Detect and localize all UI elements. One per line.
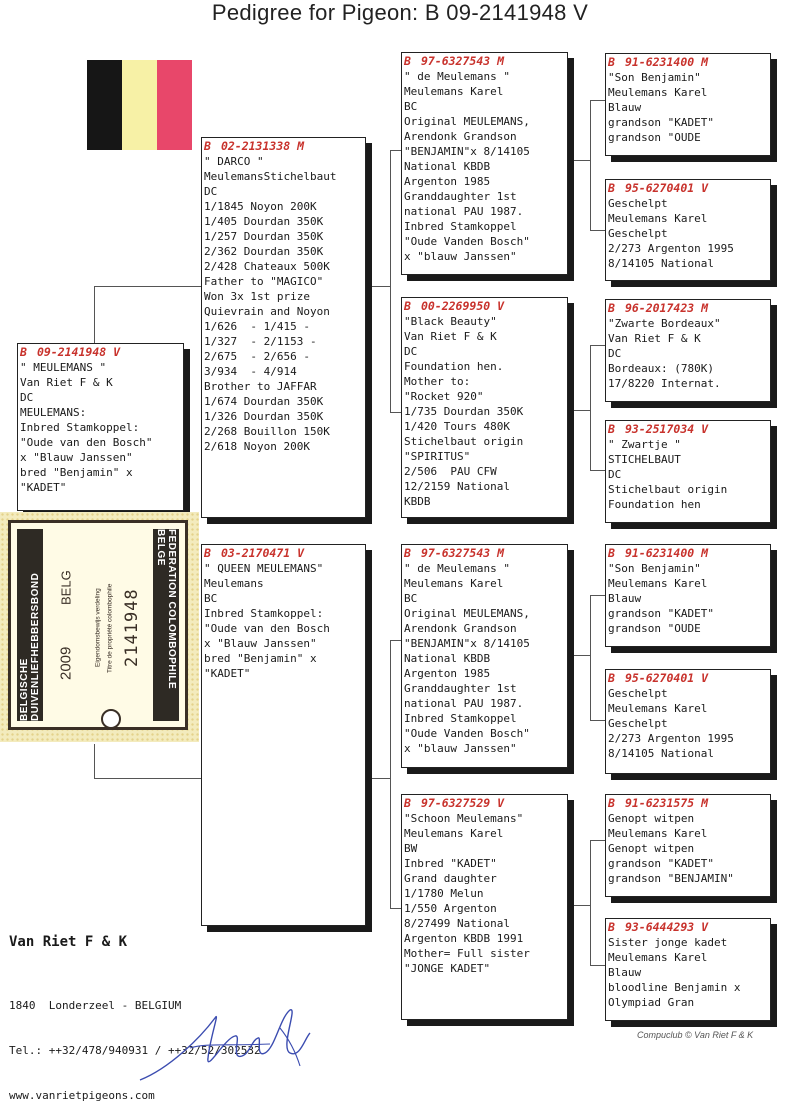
ring-number-header (204, 139, 363, 154)
pedigree-line: Argenton KBDB 1991 (404, 932, 524, 945)
pedigree-line: "BENJAMIN"x 8/14105 (404, 637, 530, 650)
pedigree-line: Meulemans Karel (404, 577, 504, 590)
pedigree-line: Stichelbaut origin (608, 483, 728, 496)
country-prefix: B (204, 139, 211, 153)
pedigree-line: Original MEULEMANS, (404, 115, 530, 128)
country-prefix: B (20, 345, 27, 359)
pedigree-line: Geschelpt (608, 197, 668, 210)
pedigree-line: grandson "OUDE (608, 622, 701, 635)
pedigree-line: BC (404, 592, 418, 605)
pedigree-line: 1/1780 Melun (404, 887, 484, 900)
page-title: Pedigree for Pigeon: B 09-2141948 V (211, 0, 589, 25)
dam-dam-card (401, 794, 568, 1020)
dsd-card (605, 669, 771, 774)
pedigree-line: "Schoon Meulemans" (404, 812, 524, 825)
pedigree-line: " DARCO " (204, 155, 264, 168)
address-line: 1840 Londerzeel - BELGIUM (9, 999, 182, 1012)
pedigree-line: 1/735 Dourdan 350K (404, 405, 524, 418)
pedigree-line: 8/14105 National (608, 257, 714, 270)
pedigree-line: Brother to JAFFAR (204, 380, 317, 393)
pedigree-line: "Rocket 920" (404, 390, 484, 403)
pedigree-line: "KADET" (204, 667, 251, 680)
pedigree-line: Arendonk Grandson (404, 130, 517, 143)
pedigree-line: " Zwartje " (608, 438, 681, 451)
pedigree-line: Foundation hen. (404, 360, 504, 373)
dss-card (605, 544, 771, 647)
country-prefix: B (608, 181, 615, 195)
pedigree-line: BC (404, 100, 418, 113)
connector-line (590, 595, 606, 596)
certificate-country: BELG (58, 570, 74, 606)
country-prefix: B (404, 299, 411, 313)
ring-number: 97-6327529 V (420, 796, 505, 810)
certificate-small-text-2: Titre de propriété colombophile (106, 583, 114, 673)
ring-number-header (608, 422, 768, 437)
pedigree-line: Inbred Stamkoppel (404, 220, 517, 233)
country-prefix: B (204, 546, 211, 560)
pedigree-line: x "Blauw Janssen" (20, 451, 133, 464)
pedigree-line: bred "Benjamin" x (20, 466, 133, 479)
breeder-name: Van Riet F & K (9, 934, 128, 950)
ring-number: 91-6231575 M (624, 796, 709, 810)
pedigree-line: 2/273 Argenton 1995 (608, 732, 734, 745)
pedigree-line: National KBDB (404, 160, 491, 173)
pedigree-line: Van Riet F & K (20, 376, 113, 389)
pedigree-line: Geschelpt (608, 687, 668, 700)
connector-line (590, 595, 591, 720)
connector-line (590, 345, 591, 470)
pedigree-line: DC (608, 347, 622, 360)
pedigree-line: 2/362 Dourdan 350K (204, 245, 324, 258)
connector-line (94, 286, 202, 287)
country-prefix: B (608, 301, 615, 315)
pedigree-line: national PAU 1987. (404, 205, 524, 218)
connector-line (94, 778, 202, 779)
pedigree-line: 2/273 Argenton 1995 (608, 242, 734, 255)
pedigree-line: Genopt witpen (608, 812, 695, 825)
country-prefix: B (608, 920, 615, 934)
pedigree-line: Bordeaux: (780K) (608, 362, 714, 375)
sds-card (605, 299, 771, 402)
ring-number: 93-6444293 V (624, 920, 709, 934)
country-prefix: B (608, 422, 615, 436)
pedigree-line: 1/1845 Noyon 200K (204, 200, 317, 213)
pedigree-line: 1/550 Argenton (404, 902, 497, 915)
ring-number: 93-2517034 V (624, 422, 709, 436)
pedigree-line: "Oude van den Bosch" (20, 436, 153, 449)
country-prefix: B (608, 671, 615, 685)
pedigree-line: bred "Benjamin" x (204, 652, 317, 665)
pedigree-line: Stichelbaut origin (404, 435, 524, 448)
pedigree-line: Sister jonge kadet (608, 936, 728, 949)
ring-number-header (608, 546, 768, 561)
pedigree-line: DC (20, 391, 34, 404)
pedigree-line: Genopt witpen (608, 842, 695, 855)
pedigree-line: "Oude Vanden Bosch" (404, 235, 530, 248)
ring-number-header (404, 546, 565, 561)
ring-number: 03-2170471 V (220, 546, 305, 560)
dam-sire-card (401, 544, 568, 768)
certificate-year: 2009 (57, 646, 75, 680)
ring-number-header (608, 796, 768, 811)
pedigree-line: Inbred Stamkoppel (404, 712, 517, 725)
ring-number-header (404, 796, 565, 811)
pedigree-line: MEULEMANS: (20, 406, 87, 419)
pedigree-line: Blauw (608, 592, 642, 605)
pedigree-line: "BENJAMIN"x 8/14105 (404, 145, 530, 158)
pedigree-line: "Oude Vanden Bosch" (404, 727, 530, 740)
pedigree-line: grandson "KADET" (608, 116, 714, 129)
pedigree-line: National KBDB (404, 652, 491, 665)
pedigree-line: " de Meulemans " (404, 562, 510, 575)
pedigree-line: "Son Benjamin" (608, 562, 701, 575)
pedigree-line: Father to "MAGICO" (204, 275, 324, 288)
pedigree-line: Foundation hen (608, 498, 701, 511)
pedigree-line: Meulemans Karel (608, 702, 708, 715)
sss-card (605, 53, 771, 156)
ring-number: 97-6327543 M (420, 54, 505, 68)
pedigree-line: 1/674 Dourdan 350K (204, 395, 324, 408)
pedigree-line: 17/8220 Internat. (608, 377, 721, 390)
pedigree-line: Meulemans Karel (608, 827, 708, 840)
connector-line (590, 100, 606, 101)
dam-card (201, 544, 366, 926)
pedigree-line: Meulemans Karel (608, 951, 708, 964)
pedigree-line: Blauw (608, 101, 642, 114)
sire-dam-card (401, 297, 568, 518)
connector-line (568, 410, 590, 411)
connector-line (390, 640, 391, 908)
ring-number: 09-2141948 V (36, 345, 121, 359)
pedigree-line: BC (204, 592, 218, 605)
pedigree-line: 1/420 Tours 480K (404, 420, 510, 433)
pedigree-line: Argenton 1985 (404, 667, 491, 680)
ssd-card (605, 179, 771, 281)
connector-line (366, 286, 390, 287)
ring-number: 02-2131338 M (220, 139, 305, 153)
pedigree-line: 8/14105 National (608, 747, 714, 760)
connector-line (590, 965, 606, 966)
pedigree-line: Meulemans Karel (404, 85, 504, 98)
certificate-small-text-1: Eigendomsbewijs verdeling (94, 588, 102, 668)
ring-number: 97-6327543 M (420, 546, 505, 560)
country-prefix: B (608, 546, 615, 560)
pedigree-line: Quievrain and Noyon (204, 305, 330, 318)
connector-line (590, 720, 606, 721)
pedigree-line: KBDB (404, 495, 431, 508)
pedigree-line: 1/626 - 1/415 - (204, 320, 310, 333)
footer-credit: Compuclub © Van Riet F & K (637, 1030, 754, 1040)
sire-card (201, 137, 366, 518)
ring-number: 95-6270401 V (624, 181, 709, 195)
pedigree-line: "Oude van den Bosch (204, 622, 330, 635)
pedigree-line: Meulemans (204, 577, 264, 590)
sire-sire-card (401, 52, 568, 275)
pedigree-line: 3/934 - 4/914 (204, 365, 297, 378)
pedigree-line: bloodline Benjamin x (608, 981, 741, 994)
pedigree-line: " MEULEMANS " (20, 361, 107, 374)
ring-number: 96-2017423 M (624, 301, 709, 315)
ring-number: 91-6231400 M (624, 546, 709, 560)
pedigree-line: 2/268 Bouillon 150K (204, 425, 330, 438)
pedigree-line: BW (404, 842, 418, 855)
ring-number-header (608, 920, 768, 935)
ring-number-header (608, 55, 768, 70)
pedigree-line: Mother= Full sister (404, 947, 530, 960)
ring-number: 91-6231400 M (624, 55, 709, 69)
pedigree-line: Granddaughter 1st (404, 682, 517, 695)
phone-line: Tel.: ++32/478/940931 / ++32/52/302532 (9, 1044, 261, 1057)
flag-stripe-black (87, 60, 122, 150)
belgian-flag (87, 60, 192, 150)
pedigree-line: Granddaughter 1st (404, 190, 517, 203)
pedigree-line: " de Meulemans " (404, 70, 510, 83)
pedigree-line: Van Riet F & K (608, 332, 701, 345)
ring-number-header (608, 671, 768, 686)
pedigree-line: Original MEULEMANS, (404, 607, 530, 620)
pedigree-line: Meulemans Karel (608, 577, 708, 590)
website-line: www.vanrietpigeons.com (9, 1089, 155, 1102)
ring-number-header (20, 345, 181, 360)
ring-number-header (404, 54, 565, 69)
pedigree-line: x "Blauw Janssen" (204, 637, 317, 650)
flag-stripe-red (157, 60, 192, 150)
pedigree-line: 1/327 - 2/1153 - (204, 335, 317, 348)
pedigree-line: MeulemansStichelbaut (204, 170, 337, 183)
country-prefix: B (608, 796, 615, 810)
pedigree-line: Mother to: (404, 375, 471, 388)
certificate-band-right: FEDERATION COLOMBOPHILE BELGE (153, 529, 179, 721)
certificate-band-left: BELGISCHE DUIVENLIEFHEBBERSBOND (17, 529, 43, 721)
pedigree-line: 12/2159 National (404, 480, 510, 493)
connector-line (568, 655, 590, 656)
certificate-number: 2141948 (122, 588, 142, 668)
pedigree-line: "Son Benjamin" (608, 71, 701, 84)
pigeon-card (17, 343, 184, 511)
connector-line (590, 100, 591, 230)
pedigree-line: 2/506 PAU CFW (404, 465, 497, 478)
pedigree-line: Meulemans Karel (608, 86, 708, 99)
pedigree-line: "JONGE KADET" (404, 962, 491, 975)
connector-line (590, 840, 606, 841)
sdd-card (605, 420, 771, 523)
pedigree-line: Inbred Stamkoppel: (204, 607, 324, 620)
pedigree-line: Geschelpt (608, 717, 668, 730)
connector-line (590, 470, 606, 471)
country-prefix: B (404, 546, 411, 560)
pedigree-line: Geschelpt (608, 227, 668, 240)
pedigree-line: x "blauw Janssen" (404, 742, 517, 755)
country-prefix: B (404, 54, 411, 68)
ring-number: 00-2269950 V (420, 299, 505, 313)
pedigree-line: "Zwarte Bordeaux" (608, 317, 721, 330)
pedigree-line: Blauw (608, 966, 642, 979)
pedigree-line: "KADET" (20, 481, 67, 494)
connector-line (94, 744, 95, 779)
pedigree-line: 1/405 Dourdan 350K (204, 215, 324, 228)
pedigree-line: 2/428 Chateaux 500K (204, 260, 330, 273)
pedigree-line: 8/27499 National (404, 917, 510, 930)
pedigree-line: Grand daughter (404, 872, 497, 885)
flag-stripe-yellow (122, 60, 157, 150)
connector-line (568, 160, 590, 161)
pedigree-line: DC (404, 345, 418, 358)
pedigree-line: national PAU 1987. (404, 697, 524, 710)
ring-number-header (608, 301, 768, 316)
pedigree-line: 2/675 - 2/656 - (204, 350, 310, 363)
pedigree-line: DC (608, 468, 622, 481)
ring-number-header (608, 181, 768, 196)
pedigree-line: Meulemans Karel (404, 827, 504, 840)
pedigree-line: grandson "BENJAMIN" (608, 872, 734, 885)
pedigree-line: Inbred Stamkoppel: (20, 421, 140, 434)
ring-certificate (0, 512, 199, 742)
pedigree-line: grandson "KADET" (608, 857, 714, 870)
pedigree-line: Won 3x 1st prize (204, 290, 310, 303)
pedigree-line: STICHELBAUT (608, 453, 681, 466)
pedigree-line: Meulemans Karel (608, 212, 708, 225)
connector-line (590, 840, 591, 965)
connector-line (94, 286, 95, 343)
ring-number-header (404, 299, 565, 314)
pedigree-line: "SPIRITUS" (404, 450, 471, 463)
ring-number: 95-6270401 V (624, 671, 709, 685)
connector-line (390, 150, 391, 412)
country-prefix: B (404, 796, 411, 810)
certificate-frame (8, 520, 188, 730)
pedigree-line: "Black Beauty" (404, 315, 497, 328)
pedigree-line: grandson "OUDE (608, 131, 701, 144)
pedigree-line: Argenton 1985 (404, 175, 491, 188)
country-prefix: B (608, 55, 615, 69)
pedigree-line: grandson "KADET" (608, 607, 714, 620)
pedigree-line: Van Riet F & K (404, 330, 497, 343)
connector-line (590, 345, 606, 346)
pedigree-line: DC (204, 185, 218, 198)
dds-card (605, 794, 771, 897)
handwritten-signature (130, 998, 320, 1093)
pedigree-line: " QUEEN MEULEMANS" (204, 562, 324, 575)
pedigree-line: Inbred "KADET" (404, 857, 497, 870)
pedigree-line: 1/257 Dourdan 350K (204, 230, 324, 243)
pedigree-line: 1/326 Dourdan 350K (204, 410, 324, 423)
connector-line (366, 778, 390, 779)
ddd-card (605, 918, 771, 1021)
pedigree-line: Olympiad Gran (608, 996, 695, 1009)
pedigree-line: Arendonk Grandson (404, 622, 517, 635)
connector-line (590, 230, 606, 231)
pedigree-line: 2/618 Noyon 200K (204, 440, 310, 453)
pedigree-line: x "blauw Janssen" (404, 250, 517, 263)
certificate-hole (101, 709, 121, 729)
connector-line (568, 905, 590, 906)
ring-number-header (204, 546, 363, 561)
